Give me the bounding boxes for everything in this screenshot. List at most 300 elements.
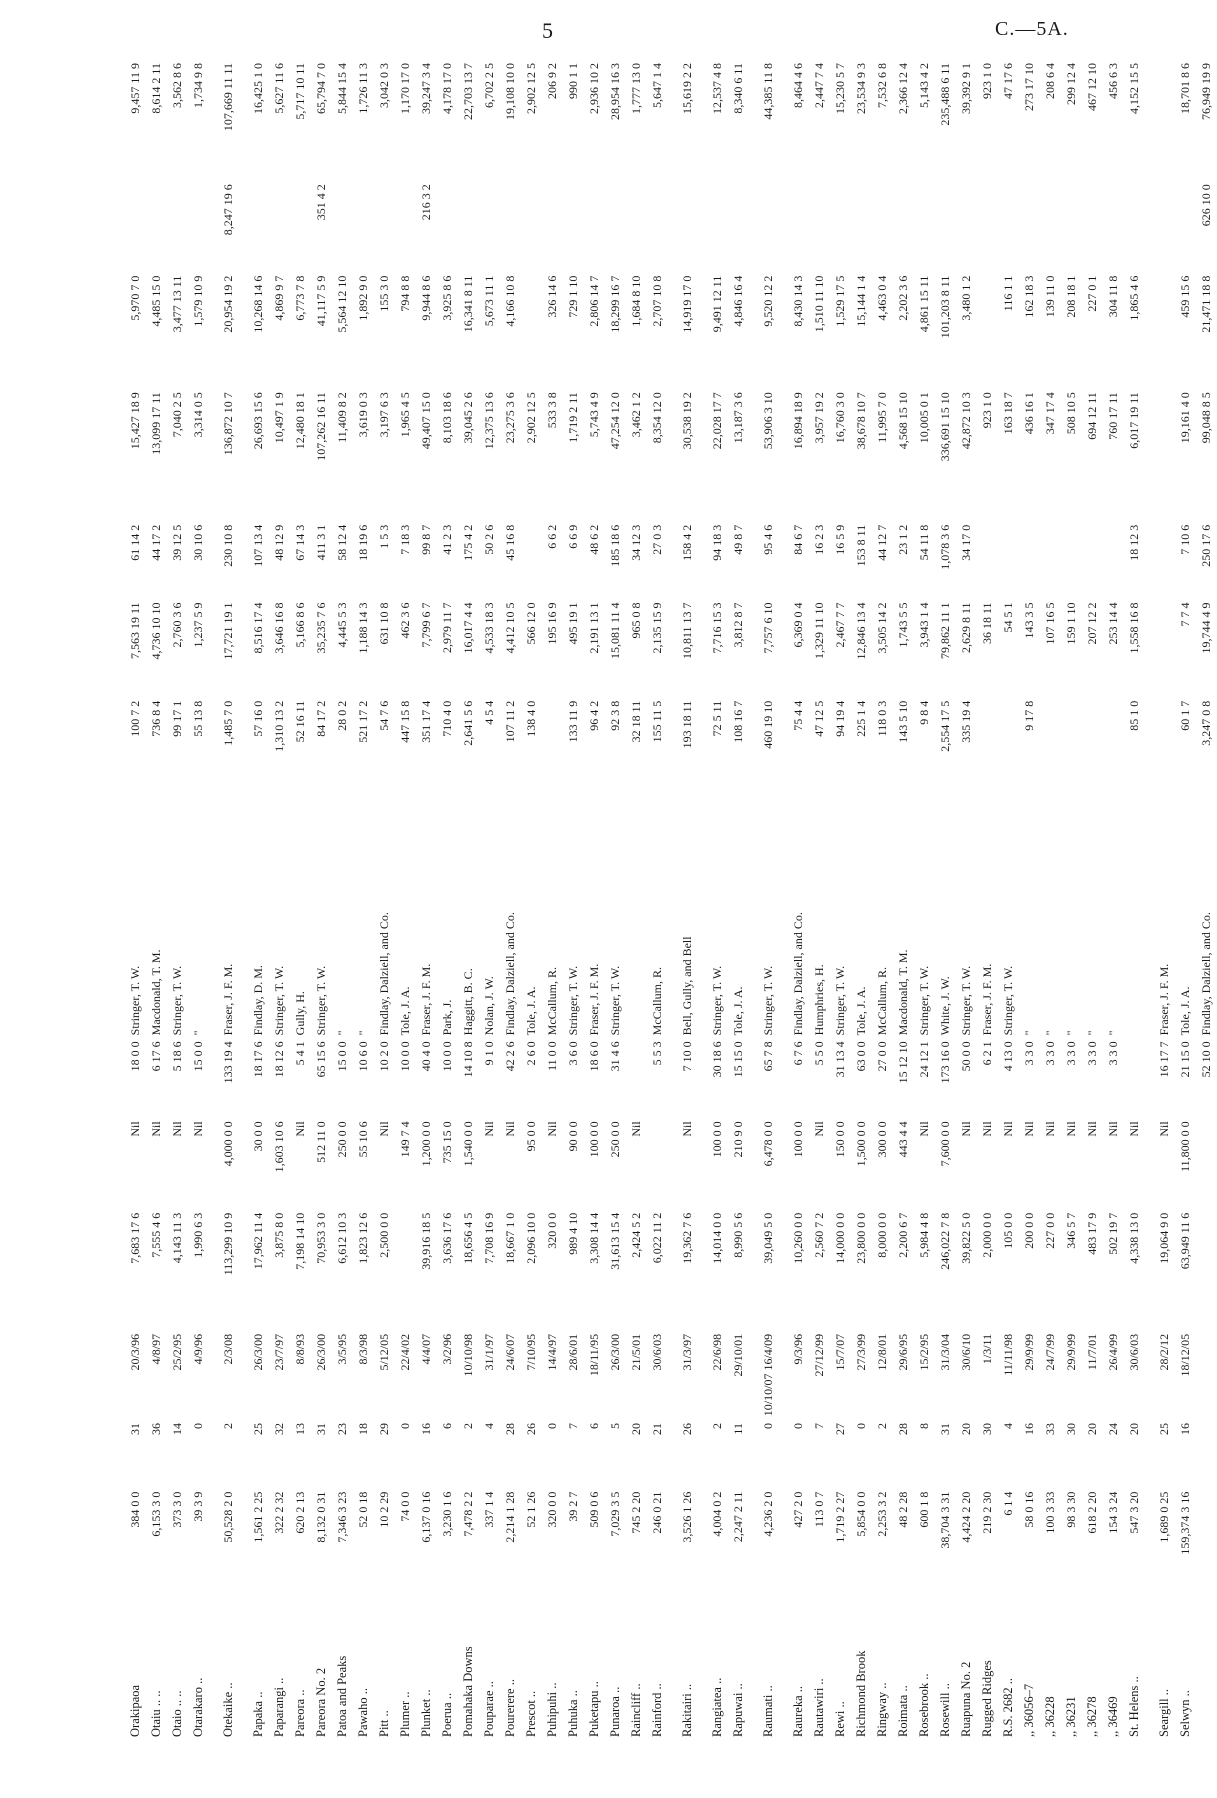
improvements-cell: Nil — [545, 1121, 559, 1137]
balance-cell: 2,902 12 5 — [524, 63, 538, 114]
settlement-name: Raureka .. — [791, 1685, 805, 1737]
date-cell: 4/4/07 — [419, 1333, 433, 1365]
settlement-name: Rosebrook .. — [917, 1673, 931, 1737]
expenditure-cell: 5,673 11 1 — [482, 275, 496, 327]
area-cell: 384 0 0 — [128, 1491, 142, 1528]
settlement-name: Orakipaoa — [128, 1684, 142, 1737]
perches-cell: 16 — [1178, 1423, 1192, 1436]
interest-cell: 94 18 3 — [710, 524, 724, 561]
perches-cell: 0 — [791, 1423, 805, 1430]
settlement-name: Ruapuna No. 2 — [959, 1661, 973, 1737]
lessee-cell: Stringer, T. W. — [272, 965, 286, 1036]
balance-cell: 1,734 9 8 — [191, 63, 205, 108]
sales-cell — [1103, 181, 1124, 272]
total-cell: 42,872 10 3 — [959, 392, 973, 450]
capital-value-cell: 1,823 12 6 — [356, 1212, 370, 1264]
date-cell: 9/3/96 — [791, 1333, 805, 1365]
balance-cell: 18,701 8 6 — [1178, 63, 1192, 114]
interest-cell: 16 2 3 — [812, 524, 826, 555]
received-cell: 1,558 16 8 — [1127, 602, 1141, 654]
arrears-cell: 57 16 0 — [251, 700, 265, 737]
arrears-cell: 225 1 4 — [854, 700, 868, 737]
table-row — [458, 60, 479, 1740]
expenditure-cell: 101,203 8 11 — [938, 275, 952, 339]
sales-cell: 8,247 19 6 — [221, 184, 235, 236]
perches-cell: 2 — [461, 1423, 475, 1430]
rotated-table-container — [125, 60, 1213, 1740]
improvements-cell: 1,540 0 0 — [461, 1121, 475, 1167]
date-cell: 29/10/01 — [731, 1333, 745, 1377]
expenditure-cell: 4,861 15 11 — [917, 275, 931, 333]
arrears-cell — [1061, 698, 1082, 796]
total-cell: 26,693 15 6 — [251, 392, 265, 450]
received-cell: 6,369 0 4 — [791, 602, 805, 648]
expenditure-cell: 21,471 18 8 — [1199, 275, 1213, 333]
expenditure-cell — [1154, 273, 1175, 390]
perches-cell: 2 — [221, 1423, 235, 1430]
lessee-cell: " — [335, 1030, 349, 1036]
settlement-name: Papaka .. — [251, 1691, 265, 1737]
arrears-cell: 143 5 10 — [896, 700, 910, 743]
area-cell: 3,230 1 6 — [440, 1491, 454, 1537]
balance-cell: 9,457 11 9 — [128, 63, 142, 114]
lessee-cell: " — [1064, 1030, 1078, 1036]
date-cell: 22/6/98 — [710, 1333, 724, 1371]
page-reference: C.—5A. — [995, 18, 1069, 40]
area-cell: 74 0 0 — [398, 1491, 412, 1522]
perches-cell: 7 — [812, 1423, 826, 1430]
arrears-cell — [1154, 698, 1175, 796]
table-row — [872, 60, 893, 1740]
arrears-cell: 96 4 2 — [587, 700, 601, 731]
capital-value-cell: 483 17 9 — [1085, 1212, 1099, 1255]
arrears-cell: 138 4 0 — [524, 700, 538, 737]
annual-rental-cell: 6 2 1 — [980, 1041, 994, 1066]
page-number: 5 — [542, 18, 553, 43]
area-cell: 6,153 3 0 — [149, 1491, 163, 1537]
interest-cell: 18 19 6 — [356, 524, 370, 561]
table-row — [437, 60, 458, 1740]
total-cell: 760 17 11 — [1106, 392, 1120, 440]
arrears-cell: 54 7 6 — [377, 700, 391, 731]
perches-cell: 31 — [128, 1423, 142, 1436]
balance-cell: 208 6 4 — [1043, 63, 1057, 99]
table-row — [146, 60, 167, 1740]
capital-value-cell: 227 0 0 — [1043, 1212, 1057, 1249]
capital-value-cell: 7,683 17 6 — [128, 1212, 142, 1264]
area-cell: 745 2 20 — [629, 1491, 643, 1534]
annual-rental-cell: 15 12 10 — [896, 1041, 910, 1084]
date-cell: 24/7/99 — [1043, 1333, 1057, 1371]
settlement-name: Punaroa .. — [608, 1686, 622, 1737]
settlement-name: Rosewill .. — [938, 1683, 952, 1737]
lessee-cell: Stringer, T. W. — [1001, 965, 1015, 1036]
date-cell: 18/11/95 — [587, 1333, 601, 1377]
arrears-cell: 75 4 4 — [791, 700, 805, 731]
interest-cell: 1 5 3 — [377, 524, 391, 549]
row-spacer — [668, 60, 677, 1740]
total-cell: 99,048 8 5 — [1199, 392, 1213, 444]
sales-cell — [605, 181, 626, 272]
interest-cell: 185 18 6 — [608, 524, 622, 567]
balance-cell: 1,726 11 3 — [356, 63, 370, 114]
area-cell: 52 0 18 — [356, 1491, 370, 1528]
total-cell: 12,375 13 6 — [482, 392, 496, 450]
table-row — [1124, 60, 1145, 1740]
area-cell: 98 3 30 — [1064, 1491, 1078, 1528]
capital-value-cell: 7,708 16 9 — [482, 1212, 496, 1264]
lessee-cell: Humphries, H. — [812, 964, 826, 1036]
improvements-cell: Nil — [680, 1121, 694, 1137]
capital-value-cell: 14,014 0 0 — [710, 1212, 724, 1264]
balance-cell: 990 1 1 — [566, 63, 580, 99]
total-cell: 22,028 17 7 — [710, 392, 724, 450]
area-cell: 154 3 24 — [1106, 1491, 1120, 1534]
arrears-cell: 60 1 7 — [1178, 700, 1192, 731]
settlement-name: Puhuka .. — [566, 1690, 580, 1737]
capital-value-cell: 989 4 10 — [566, 1212, 580, 1255]
interest-cell: 84 6 7 — [791, 524, 805, 555]
expenditure-cell: 6,773 7 8 — [293, 275, 307, 321]
expenditure-cell: 2,806 14 7 — [587, 275, 601, 327]
improvements-cell: Nil — [959, 1121, 973, 1137]
arrears-cell: 100 7 2 — [128, 700, 142, 737]
perches-cell: 18 — [356, 1423, 370, 1436]
balance-cell: 2,366 12 4 — [896, 63, 910, 114]
settlement-name: Otarakaro .. — [191, 1677, 205, 1737]
expenditure-cell: 9,520 12 2 — [761, 275, 775, 327]
interest-cell — [1019, 522, 1040, 600]
expenditure-cell: 155 3 0 — [377, 275, 391, 312]
settlement-name: ,, 36228 — [1043, 1696, 1057, 1737]
arrears-cell: 1,485 7 0 — [221, 700, 235, 746]
received-cell: 3,646 16 8 — [272, 602, 286, 654]
total-cell: 10,005 0 1 — [917, 392, 931, 444]
improvements-cell: 6,478 0 0 — [761, 1121, 775, 1167]
settlement-name: Paparangi .. — [272, 1677, 286, 1737]
date-cell: 29/9/99 — [1064, 1333, 1078, 1371]
area-cell: 48 2 28 — [896, 1491, 910, 1528]
table-row — [977, 60, 998, 1740]
improvements-cell: Nil — [149, 1121, 163, 1137]
balance-cell: 4,152 15 5 — [1127, 63, 1141, 114]
lessee-cell: Haggitt, B. C. — [461, 968, 475, 1036]
sales-cell — [269, 181, 290, 272]
sales-cell — [1124, 181, 1145, 272]
expenditure-cell: 5,970 7 0 — [128, 275, 142, 321]
arrears-cell: 52 16 11 — [293, 700, 307, 743]
lessee-cell: Stringer, T. W. — [566, 965, 580, 1036]
spacer-cell — [1145, 60, 1154, 1740]
table-row — [416, 60, 437, 1740]
sales-cell — [872, 181, 893, 272]
capital-value-cell: 10,260 0 0 — [791, 1212, 805, 1264]
annual-rental-cell: 27 0 0 — [875, 1041, 889, 1072]
lessee-cell: Bell, Gully, and Bell — [680, 936, 694, 1036]
table-row — [677, 60, 698, 1740]
table-row — [830, 60, 851, 1740]
expenditure-cell: 162 18 3 — [1022, 275, 1036, 318]
area-cell: 50,528 2 0 — [221, 1491, 235, 1543]
lessee-cell: Tole, J. A. — [1178, 986, 1192, 1036]
received-cell: 159 1 10 — [1064, 602, 1078, 645]
balance-cell: 4,178 17 0 — [440, 63, 454, 114]
area-cell: 3,526 1 26 — [680, 1491, 694, 1543]
expenditure-cell: 459 15 6 — [1178, 275, 1192, 318]
annual-rental-cell: 15 0 0 — [335, 1041, 349, 1072]
settlement-name: Seargill .. — [1157, 1688, 1171, 1737]
settlement-name: Pourerere .. — [503, 1679, 517, 1737]
annual-rental-cell: 10 0 0 — [398, 1041, 412, 1072]
interest-cell: 6 6 2 — [545, 524, 559, 549]
annual-rental-cell: 5 5 3 — [650, 1041, 664, 1066]
improvements-cell: 149 7 4 — [398, 1121, 412, 1158]
date-cell: 21/5/01 — [629, 1333, 643, 1371]
spacer-cell — [209, 60, 218, 1740]
annual-rental-cell: 18 0 0 — [128, 1041, 142, 1072]
annual-rental-cell: 63 0 0 — [854, 1041, 868, 1072]
total-cell: 923 1 0 — [980, 392, 994, 429]
improvements-cell: Nil — [812, 1121, 826, 1137]
settlement-name: Pareora No. 2 — [314, 1667, 328, 1737]
lessee-cell: Stringer, T. W. — [608, 965, 622, 1036]
interest-cell: 67 14 3 — [293, 524, 307, 561]
improvements-cell: Nil — [191, 1121, 205, 1137]
expenditure-cell: 4,846 16 4 — [731, 275, 745, 327]
sales-cell — [893, 181, 914, 272]
capital-value-cell: 17,962 11 4 — [251, 1212, 265, 1270]
capital-value-cell: 39,822 5 0 — [959, 1212, 973, 1264]
table-row — [851, 60, 872, 1740]
capital-value-cell: 3,636 17 6 — [440, 1212, 454, 1264]
expenditure-cell: 729 1 10 — [566, 275, 580, 318]
lessee-cell: " — [356, 1030, 370, 1036]
date-cell: 25/2/95 — [170, 1333, 184, 1371]
sales-cell — [626, 181, 647, 272]
improvements-cell: 1,603 10 6 — [272, 1121, 286, 1173]
total-cell: 3,957 19 2 — [812, 392, 826, 444]
improvements-cell: Nil — [1106, 1121, 1120, 1137]
area-cell: 58 0 16 — [1022, 1491, 1036, 1528]
balance-cell: 44,385 11 8 — [761, 63, 775, 120]
interest-cell: 99 8 7 — [419, 524, 433, 555]
received-cell: 1,329 11 10 — [812, 602, 826, 660]
date-cell: 11/7/01 — [1085, 1333, 1099, 1371]
annual-rental-cell: 6 7 6 — [791, 1041, 805, 1066]
interest-cell: 49 8 7 — [731, 524, 745, 555]
date-cell: 23/7/97 — [272, 1333, 286, 1371]
received-cell: 143 3 5 — [1022, 602, 1036, 639]
interest-cell: 48 6 2 — [587, 524, 601, 555]
annual-rental-cell: 10 0 0 — [440, 1041, 454, 1072]
settlement-name: Prescot .. — [524, 1690, 538, 1737]
interest-cell — [1040, 522, 1061, 600]
expenditure-cell: 8,430 14 3 — [791, 275, 805, 327]
received-cell: 15,081 11 4 — [608, 602, 622, 660]
arrears-cell: 47 12 5 — [812, 700, 826, 737]
area-cell: 1,561 2 25 — [251, 1491, 265, 1543]
arrears-cell — [1040, 698, 1061, 796]
sales-cell — [584, 181, 605, 272]
perches-cell: 36 — [149, 1423, 163, 1436]
table-row — [707, 60, 728, 1740]
balance-cell: 456 6 3 — [1106, 63, 1120, 99]
improvements-cell: 95 0 0 — [524, 1121, 538, 1152]
improvements-cell: Nil — [503, 1121, 517, 1137]
sales-cell — [677, 181, 698, 272]
annual-rental-cell: 2 6 0 — [524, 1041, 538, 1066]
expenditure-cell: 1,865 4 6 — [1127, 275, 1141, 321]
table-row — [353, 60, 374, 1740]
interest-cell — [1082, 522, 1103, 600]
perches-cell: 4 — [1001, 1423, 1015, 1430]
area-cell: 320 0 0 — [545, 1491, 559, 1528]
row-spacer — [779, 60, 788, 1740]
table-row — [1082, 60, 1103, 1740]
spacer-cell — [698, 60, 707, 1740]
table-row — [605, 60, 626, 1740]
arrears-cell: 736 8 4 — [149, 700, 163, 737]
total-cell: 5,743 4 9 — [587, 392, 601, 438]
area-cell: 600 1 8 — [917, 1491, 931, 1528]
total-cell: 694 12 11 — [1085, 392, 1099, 440]
date-cell: 1/3/11 — [980, 1333, 994, 1365]
table-row — [125, 60, 146, 1740]
arrears-cell: 3,247 0 8 — [1199, 700, 1213, 746]
area-cell: 113 0 7 — [812, 1491, 826, 1528]
interest-cell — [1103, 522, 1124, 600]
table-row — [248, 60, 269, 1740]
lessee-cell: Tole, J. A. — [731, 986, 745, 1036]
table-row — [542, 60, 563, 1740]
settlement-name: Rugged Ridges — [980, 1660, 994, 1737]
balance-cell: 76,949 19 9 — [1199, 63, 1213, 120]
table-row — [758, 60, 779, 1740]
interest-cell: 7 10 6 — [1178, 524, 1192, 555]
lessee-cell: Macdonald, T. M. — [896, 949, 910, 1036]
balance-cell: 235,488 6 11 — [938, 63, 952, 126]
expenditure-cell: 3,477 13 11 — [170, 275, 184, 333]
settlement-name: Otaio .. .. — [170, 1690, 184, 1737]
table-row — [479, 60, 500, 1740]
received-cell: 965 0 8 — [629, 602, 643, 639]
table-row — [956, 60, 977, 1740]
area-cell: 322 2 32 — [272, 1491, 286, 1534]
expenditure-cell — [521, 273, 542, 390]
annual-rental-cell: 9 1 0 — [482, 1041, 496, 1066]
balance-cell: 5,627 11 6 — [272, 63, 286, 114]
area-cell: 1,719 2 27 — [833, 1491, 847, 1543]
annual-rental-cell — [626, 1038, 647, 1118]
arrears-cell — [977, 698, 998, 796]
sales-cell — [395, 181, 416, 272]
lessee-cell — [626, 796, 647, 1038]
annual-rental-cell: 65 15 6 — [314, 1041, 328, 1078]
expenditure-cell: 18,299 16 7 — [608, 275, 622, 333]
lessee-cell — [1124, 796, 1145, 1038]
area-cell: 2,214 1 28 — [503, 1491, 517, 1543]
improvements-cell: Nil — [1064, 1121, 1078, 1137]
perches-cell: 27 — [833, 1423, 847, 1436]
improvements-cell: Nil — [170, 1121, 184, 1137]
settlement-name: Pouparae .. — [482, 1681, 496, 1737]
area-cell: 219 2 30 — [980, 1491, 994, 1534]
received-cell: 7 7 4 — [1178, 602, 1192, 627]
annual-rental-cell: 11 0 0 — [545, 1041, 559, 1071]
improvements-cell: Nil — [293, 1121, 307, 1137]
area-cell: 2,247 2 11 — [731, 1491, 745, 1543]
total-cell: 13,187 3 6 — [731, 392, 745, 444]
perches-cell: 20 — [629, 1423, 643, 1436]
capital-value-cell: 346 5 7 — [1064, 1212, 1078, 1249]
annual-rental-cell: 3 3 0 — [1064, 1041, 1078, 1066]
total-cell: 16,894 18 9 — [791, 392, 805, 450]
received-cell: 3,812 8 7 — [731, 602, 745, 648]
table-row — [374, 60, 395, 1740]
date-cell: 4/8/97 — [149, 1333, 163, 1365]
area-cell: 4,236 2 0 — [761, 1491, 775, 1537]
date-cell: 14/4/97 — [545, 1333, 559, 1371]
total-cell: 15,427 18 9 — [128, 392, 142, 450]
interest-cell: 45 16 8 — [503, 524, 517, 561]
annual-rental-cell: 52 10 0 — [1199, 1041, 1213, 1078]
annual-rental-cell: 3 6 0 — [566, 1041, 580, 1066]
date-cell: 31/1/97 — [482, 1333, 496, 1371]
table-row — [521, 60, 542, 1740]
lessee-cell: Findlay, Dalziell, and Co. — [377, 912, 391, 1036]
capital-value-cell: 2,424 5 2 — [629, 1212, 643, 1258]
perches-cell: 6 — [587, 1423, 601, 1430]
table-row — [1154, 60, 1175, 1740]
total-cell: 39,045 2 6 — [461, 392, 475, 444]
settlement-name: Otekaike .. — [221, 1682, 235, 1737]
sales-cell — [563, 181, 584, 272]
perches-cell — [1196, 1420, 1217, 1489]
perches-cell: 2 — [710, 1423, 724, 1430]
expenditure-cell: 9,491 12 11 — [710, 275, 724, 333]
date-cell: 4/9/96 — [191, 1333, 205, 1365]
table-row — [788, 60, 809, 1740]
settlement-name: Rewi .. — [833, 1701, 847, 1737]
capital-value-cell: 19,362 7 6 — [680, 1212, 694, 1264]
perches-cell: 29 — [377, 1423, 391, 1436]
lessee-cell: " — [1022, 1030, 1036, 1036]
perches-cell: 0 — [545, 1423, 559, 1430]
expenditure-cell: 2,202 3 6 — [896, 275, 910, 321]
received-cell: 566 12 0 — [524, 602, 538, 645]
interest-cell — [1061, 522, 1082, 600]
capital-value-cell: 70,953 3 0 — [314, 1212, 328, 1264]
date-cell: 26/4/99 — [1106, 1333, 1120, 1371]
expenditure-cell: 5,564 12 10 — [335, 275, 349, 333]
expenditure-cell: 304 11 8 — [1106, 275, 1120, 318]
settlement-name: Otaiu .. .. — [149, 1690, 163, 1737]
interest-cell: 54 11 8 — [917, 524, 931, 561]
perches-cell: 20 — [1127, 1423, 1141, 1436]
date-cell: 31/3/97 — [680, 1333, 694, 1371]
sales-cell — [788, 181, 809, 272]
table-row — [269, 60, 290, 1740]
annual-rental-cell: 4 13 0 — [1001, 1041, 1015, 1072]
perches-cell: 5 — [608, 1423, 622, 1430]
capital-value-cell: 6,612 10 3 — [335, 1212, 349, 1264]
perches-cell: 0 — [191, 1423, 205, 1430]
balance-cell: 1,777 13 0 — [629, 63, 643, 114]
total-cell: 163 18 7 — [1001, 392, 1015, 435]
perches-cell: 0 — [398, 1423, 412, 1430]
annual-rental-cell: 15 15 0 — [731, 1041, 745, 1078]
expenditure-cell: 227 0 1 — [1085, 275, 1099, 312]
